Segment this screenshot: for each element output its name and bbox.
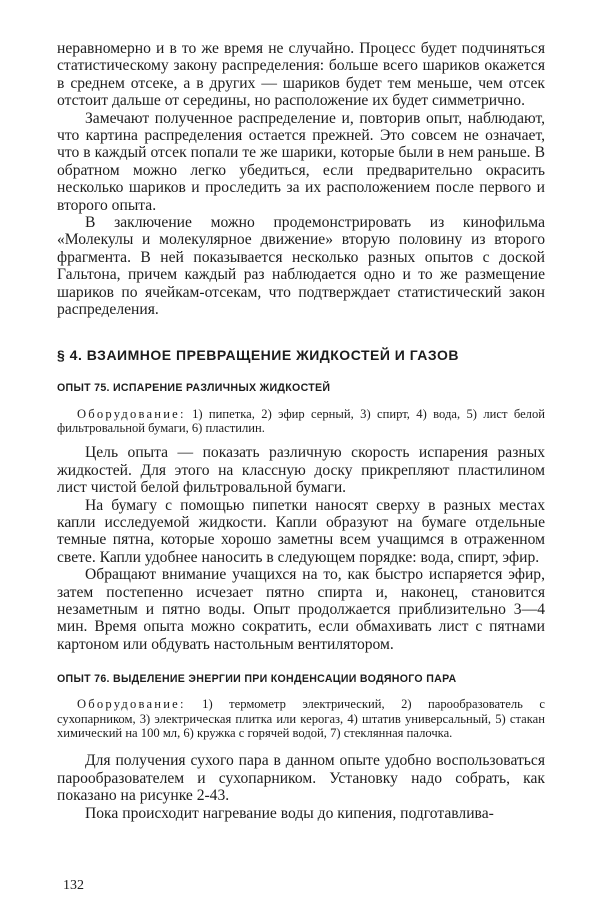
- experiment-75-equipment: [57, 407, 545, 436]
- equipment-list: 1) термометр электрический, 2) парообразователь с сухопарником, 3) электрическая плитка или керогаз, 4) штатив универсальный, 5) стакан химический на 100 мл, 6) кружка с горячей водой, 7) стеклянная палочка.: [57, 697, 545, 740]
- equipment-list: 1) пипетка, 2) эфир серный, 3) спирт, 4) вода, 5) лист белой фильтровальной бумаги, 6) пластилин.: [57, 406, 545, 435]
- paragraph: Обращают внимание учащихся на то, как быстро испаряется эфир, затем постепенно исчезает пятно спирта и, наконец, становится незаметным и пятно воды. Опыт продолжается приблизительно 3—4 мин. Время опыта можно сократить, если обмахивать лист с пятнами картоном или обдувать настольным вентилятором.: [57, 566, 545, 653]
- paragraph: Цель опыта — показать различную скорость испарения разных жидкостей. Для этого на классную доску прикрепляют пластилином лист чистой белой фильтровальной бумаги.: [57, 444, 545, 497]
- paragraph: На бумагу с помощью пипетки наносят сверху в разных местах капли исследуемой жидкости. Капли образуют на бумаге отдельные темные пятна, которые хорошо заметны всем учащимся в отраженном свете. Капли удобнее наносить в следующем порядке: вода, спирт, эфир.: [57, 496, 545, 566]
- experiment-76-title: ОПЫТ 76. ВЫДЕЛЕНИЕ ЭНЕРГИИ ПРИ КОНДЕНСАЦИИ ВОДЯНОГО ПАРА: [57, 673, 457, 686]
- paragraph: В заключение можно продемонстрировать из кинофильма «Молекулы и молекулярное движение» вторую половину из второго фрагмента. В ней показывается несколько разных опытов с доской Гальтона, причем каждый раз наблюдается одно и то же размещение шариков по ячейкам-отсекам, что подтверждает статистический закон распределения.: [57, 214, 545, 319]
- page-content: [57, 40, 545, 822]
- paragraph: Замечают полученное распределение и, повторив опыт, наблюдают, что картина распределения остается прежней. Это совсем не означает, что в каждый отсек попали те же шарики, которые были в нем раньше. В обратном можно легко убедиться, если предварительно окрасить несколько шариков и проследить за их расположением после первого и второго опыта.: [57, 109, 545, 214]
- equipment-label: Оборудование:: [77, 697, 186, 712]
- equipment-label: Оборудование:: [77, 406, 186, 421]
- experiment-75-title: ОПЫТ 75. ИСПАРЕНИЕ РАЗЛИЧНЫХ ЖИДКОСТЕЙ: [57, 381, 331, 394]
- experiment-76-equipment: [57, 697, 545, 740]
- section-title: § 4. ВЗАИМНОЕ ПРЕВРАЩЕНИЕ ЖИДКОСТЕЙ И ГАЗОВ: [57, 346, 460, 363]
- paragraph: неравномерно и в то же время не случайно. Процесс будет подчиняться статистическому закону распределения: больше всего шариков окажется в среднем отсеке, а в других — шариков будет тем меньше, чем отсек отстоит дальше от середины, но расположение их будет симметрично.: [57, 40, 545, 110]
- paragraph: Для получения сухого пара в данном опыте удобно воспользоваться парообразователем и сухопарником. Установку надо собрать, как показано на рисунке 2-43.: [57, 752, 545, 805]
- paragraph: Пока происходит нагревание воды до кипения, подготавлива-: [85, 804, 494, 822]
- page-number: 132: [63, 878, 84, 893]
